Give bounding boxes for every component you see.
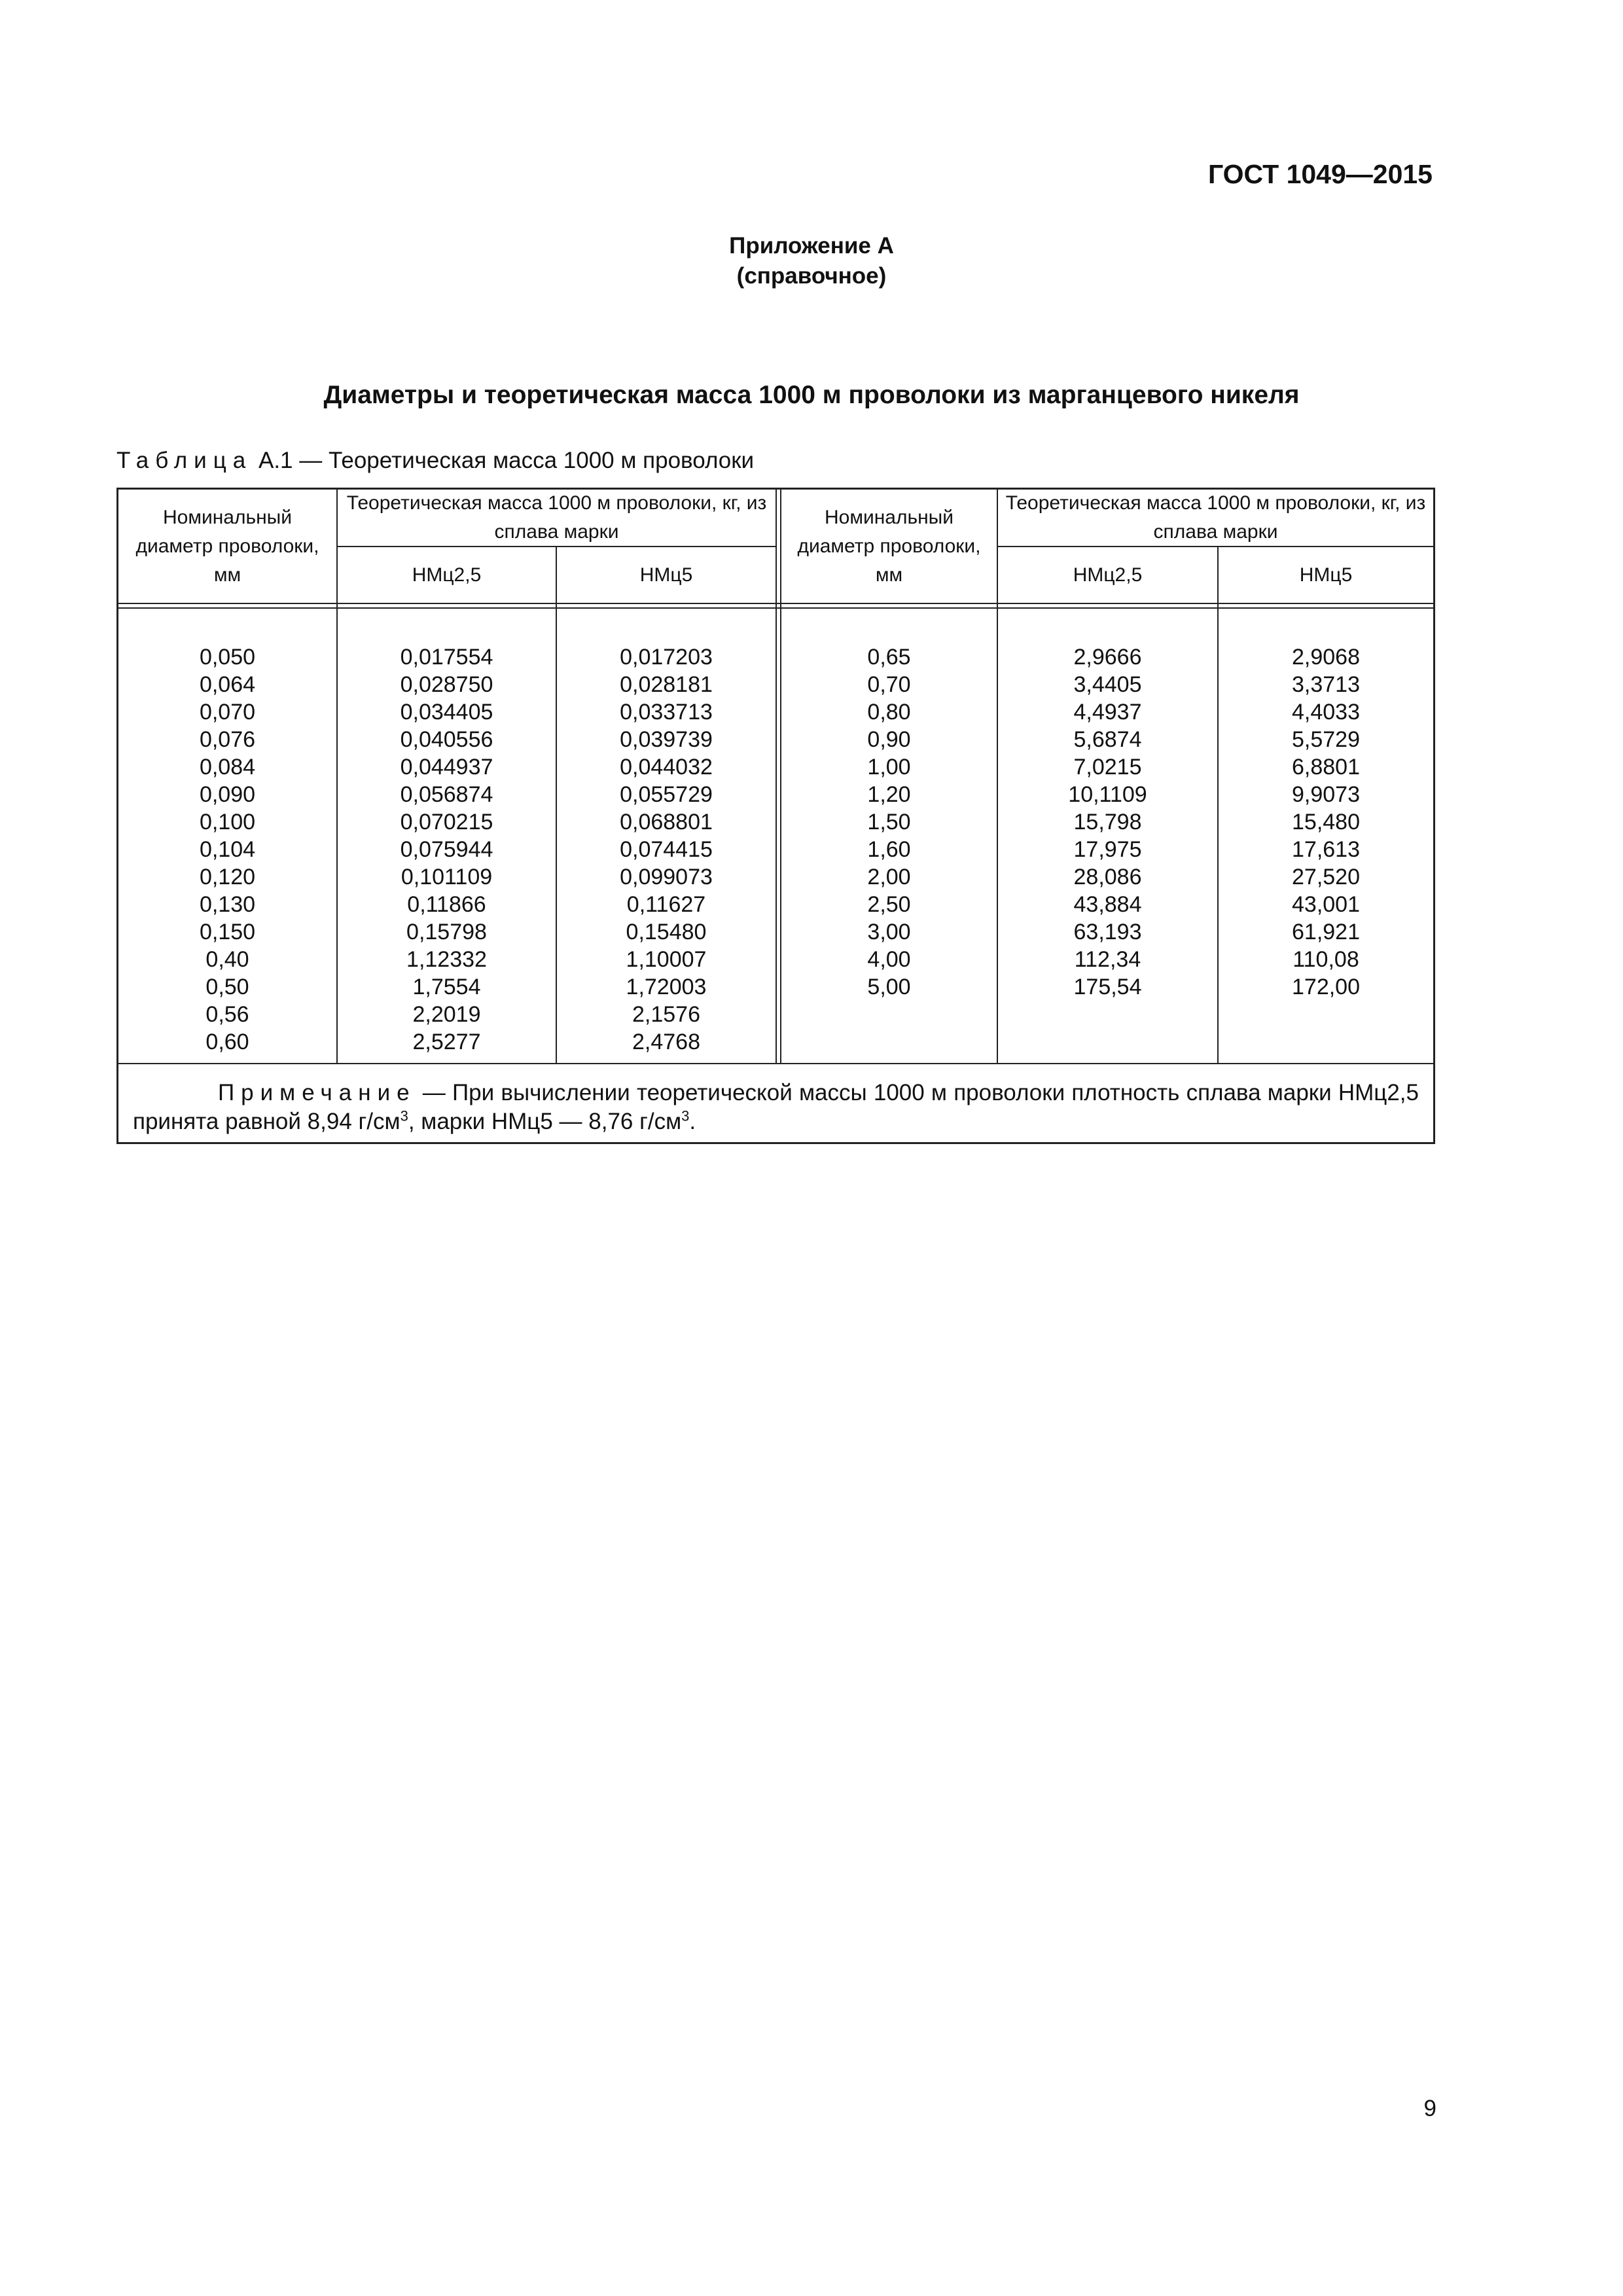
table-rule — [118, 1063, 1433, 1064]
table-cell: 1,10007 — [626, 947, 707, 972]
table-cell: 0,80 — [867, 700, 911, 725]
header-grade-nmc25: НМц2,5 — [412, 564, 482, 586]
table-cell: 0,070 — [199, 700, 256, 725]
table-cell: 1,50 — [867, 810, 911, 834]
table-cell: 0,130 — [199, 892, 256, 917]
table-cell: 1,12332 — [406, 947, 487, 972]
table-cell: 0,50 — [205, 975, 249, 999]
table-cell: 15,798 — [1073, 810, 1142, 834]
table-cell: 0,040556 — [400, 727, 493, 752]
table-note — [118, 1079, 1433, 1136]
table-cell: 0,017554 — [400, 645, 493, 670]
table-cell: 0,044032 — [620, 755, 713, 780]
table-rule — [118, 603, 1433, 604]
header-mass: Теоретическая масса 1000 м проволоки, кг, из сплава марки — [1005, 492, 1426, 543]
table-cell: 0,076 — [199, 727, 256, 752]
table-caption-label: Таблица — [116, 448, 253, 473]
table-cell: 0,15480 — [626, 920, 707, 944]
table-cell: 10,1109 — [1068, 782, 1147, 807]
table-cell: 2,4768 — [632, 1030, 700, 1054]
table-cell: 172,00 — [1292, 975, 1360, 999]
table-cell: 9,9073 — [1292, 782, 1360, 807]
table-cell: 4,4937 — [1073, 700, 1142, 725]
column-diameter-left — [118, 643, 336, 1056]
table-cell: 43,884 — [1073, 892, 1142, 917]
table-cell: 0,084 — [199, 755, 256, 780]
note-text: , марки НМц5 — 8,76 г/см — [408, 1109, 682, 1134]
table-cell: 2,9666 — [1073, 645, 1142, 670]
table-cell: 1,72003 — [626, 975, 707, 999]
table-cell: 0,064 — [199, 672, 256, 697]
table-cell: 0,074415 — [620, 837, 713, 862]
table-cell: 0,033713 — [620, 700, 713, 725]
table-cell: 2,00 — [867, 865, 911, 889]
table-cell: 0,90 — [867, 727, 911, 752]
table-cell: 0,050 — [199, 645, 256, 670]
table-cell: 0,028750 — [400, 672, 493, 697]
table-cell: 2,5277 — [412, 1030, 481, 1054]
table-cell: 0,044937 — [400, 755, 493, 780]
appendix-heading — [0, 231, 1623, 291]
table-cell: 0,099073 — [620, 865, 713, 889]
table-cell: 28,086 — [1073, 865, 1142, 889]
table-cell: 0,070215 — [400, 810, 493, 834]
table-cell: 63,193 — [1073, 920, 1142, 944]
table-rule — [776, 490, 777, 1064]
table-cell: 175,54 — [1073, 975, 1142, 999]
table-cell: 61,921 — [1292, 920, 1360, 944]
table-cell: 1,60 — [867, 837, 911, 862]
table-cell: 0,150 — [199, 920, 256, 944]
table-cell: 2,2019 — [412, 1002, 481, 1027]
table-cell: 7,0215 — [1073, 755, 1142, 780]
table-cell: 0,034405 — [400, 700, 493, 725]
document-code: ГОСТ 1049—2015 — [1207, 159, 1433, 189]
table-cell: 2,9068 — [1292, 645, 1360, 670]
header-diameter: Номинальный диаметр проволоки, мм — [797, 506, 981, 586]
table-cell: 0,101109 — [401, 865, 493, 889]
note-label: Примечание — [218, 1080, 416, 1105]
table-cell: 2,1576 — [632, 1002, 700, 1027]
table-cell: 1,00 — [867, 755, 911, 780]
table-cell: 0,15798 — [406, 920, 487, 944]
table-cell: 4,4033 — [1292, 700, 1360, 725]
table-caption — [116, 448, 754, 474]
note-text: — При вычислении теоретической массы 1000 м проволоки плотность сплава марки НМц2,5 принята равной 8,94 г/см — [133, 1080, 1419, 1134]
column-nmc5-right — [1219, 643, 1433, 1001]
table-cell: 0,60 — [205, 1030, 249, 1054]
table-cell: 5,5729 — [1292, 727, 1360, 752]
table-cell: 43,001 — [1292, 892, 1360, 917]
page-number: 9 — [1423, 2096, 1436, 2121]
table-cell: 0,104 — [199, 837, 256, 862]
table-cell: 4,00 — [867, 947, 911, 972]
header-mass: Теоретическая масса 1000 м проволоки, кг, из сплава марки — [346, 492, 767, 543]
table-cell: 0,100 — [199, 810, 256, 834]
table-cell: 17,613 — [1292, 837, 1360, 862]
table-rule — [118, 607, 1433, 609]
table-cell: 112,34 — [1074, 947, 1141, 972]
table-cell: 0,65 — [867, 645, 911, 670]
table-cell: 1,20 — [867, 782, 911, 807]
table-caption-text: А.1 — Теоретическая масса 1000 м проволоки — [258, 448, 755, 473]
table-cell: 17,975 — [1073, 837, 1142, 862]
table-cell: 2,50 — [867, 892, 911, 917]
column-nmc25-right — [998, 643, 1217, 1001]
note-text: . — [689, 1109, 696, 1134]
header-grade-nmc25: НМц2,5 — [1073, 564, 1143, 586]
column-nmc25-left — [338, 643, 556, 1056]
table-cell: 3,4405 — [1073, 672, 1142, 697]
table-cell: 0,70 — [867, 672, 911, 697]
table-cell: 0,40 — [205, 947, 249, 972]
table-cell: 3,00 — [867, 920, 911, 944]
table-cell: 0,028181 — [620, 672, 713, 697]
mass-table — [116, 488, 1435, 1144]
table-cell: 110,08 — [1293, 947, 1359, 972]
table-cell: 0,56 — [205, 1002, 249, 1027]
table-cell: 0,068801 — [620, 810, 713, 834]
table-cell: 0,075944 — [400, 837, 493, 862]
header-grade-nmc5: НМц5 — [1299, 564, 1353, 586]
header-grade-nmc5: НМц5 — [639, 564, 693, 586]
table-cell: 0,039739 — [620, 727, 713, 752]
table-cell: 0,017203 — [620, 645, 713, 670]
table-cell: 0,120 — [199, 865, 256, 889]
table-cell: 0,055729 — [620, 782, 713, 807]
table-cell: 15,480 — [1292, 810, 1360, 834]
table-cell: 1,7554 — [412, 975, 481, 999]
table-cell: 0,090 — [199, 782, 256, 807]
appendix-title: Приложение А — [729, 233, 894, 259]
table-cell: 0,056874 — [400, 782, 493, 807]
note-exponent: 3 — [400, 1107, 408, 1124]
table-cell: 27,520 — [1292, 865, 1360, 889]
appendix-type: (справочное) — [736, 263, 887, 289]
note-exponent: 3 — [681, 1107, 690, 1124]
table-cell: 6,8801 — [1292, 755, 1360, 780]
table-cell: 5,00 — [867, 975, 911, 999]
section-title: Диаметры и теоретическая масса 1000 м проволоки из марганцевого никеля — [323, 381, 1300, 409]
column-diameter-right — [781, 643, 997, 1001]
table-cell: 0,11866 — [407, 892, 486, 917]
table-cell: 3,3713 — [1292, 672, 1360, 697]
table-cell: 5,6874 — [1073, 727, 1142, 752]
header-diameter: Номинальный диаметр проволоки, мм — [135, 506, 319, 586]
table-cell: 0,11627 — [626, 892, 706, 917]
column-nmc5-left — [557, 643, 776, 1056]
